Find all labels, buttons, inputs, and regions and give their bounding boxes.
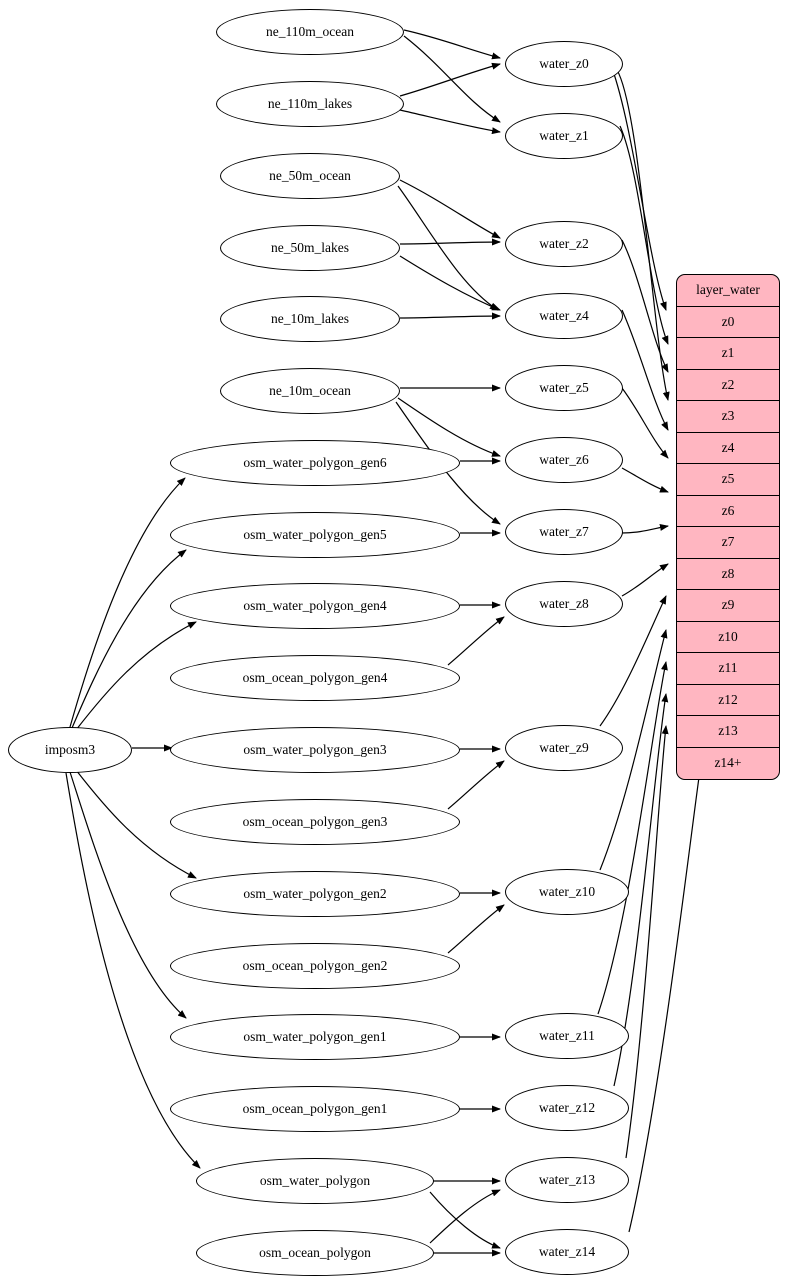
water-node-water_z10[interactable] bbox=[505, 869, 629, 915]
layer-table-header: layer_water bbox=[677, 275, 779, 307]
node-label: water_z10 bbox=[538, 884, 596, 899]
node-label: ne_10m_ocean bbox=[269, 383, 351, 398]
node-label: osm_water_polygon_gen4 bbox=[243, 598, 387, 613]
node-label: water_z0 bbox=[539, 56, 589, 71]
source-node-osm_water_polygon_gen5[interactable] bbox=[170, 512, 460, 558]
node-label: ne_10m_lakes bbox=[271, 311, 349, 326]
layer-table-row[interactable]: z11 bbox=[677, 653, 779, 685]
source-node-osm_water_polygon_gen1[interactable] bbox=[170, 1014, 460, 1060]
source-node-ne_10m_ocean[interactable] bbox=[220, 368, 400, 414]
water-node-water_z1[interactable] bbox=[505, 113, 623, 159]
source-node-osm_water_polygon_gen6[interactable] bbox=[170, 440, 460, 486]
source-node-osm_ocean_polygon_gen1[interactable] bbox=[170, 1086, 460, 1132]
node-label: imposm3 bbox=[44, 742, 96, 757]
node-label: osm_ocean_polygon bbox=[259, 1245, 371, 1260]
graph-edge bbox=[400, 256, 500, 310]
source-node-osm_water_polygon[interactable] bbox=[196, 1158, 434, 1204]
node-label: osm_water_polygon_gen5 bbox=[243, 527, 387, 542]
layer-table-row[interactable]: z2 bbox=[677, 370, 779, 402]
node-label: osm_ocean_polygon_gen3 bbox=[242, 814, 388, 829]
graph-edge bbox=[400, 64, 500, 96]
graph-edge bbox=[400, 110, 500, 132]
node-label: water_z1 bbox=[539, 128, 589, 143]
node-label: osm_water_polygon_gen3 bbox=[243, 742, 387, 757]
graph-edge bbox=[400, 242, 500, 244]
water-node-water_z9[interactable] bbox=[505, 725, 623, 771]
water-node-water_z13[interactable] bbox=[505, 1157, 629, 1203]
graph-edge bbox=[448, 905, 504, 953]
graph-edge bbox=[622, 526, 668, 533]
water-node-water_z2[interactable] bbox=[505, 221, 623, 267]
source-node-osm_water_polygon_gen2[interactable] bbox=[170, 871, 460, 917]
node-label: water_z6 bbox=[539, 452, 589, 467]
source-node-ne_110m_ocean[interactable] bbox=[216, 9, 404, 55]
layer-table-row[interactable]: z12 bbox=[677, 685, 779, 717]
graph-edge bbox=[70, 772, 186, 1018]
layer-table-row[interactable]: z14+ bbox=[714, 755, 742, 771]
node-label: ne_50m_lakes bbox=[271, 240, 349, 255]
node-label: water_z12 bbox=[538, 1100, 596, 1115]
graph-edge bbox=[430, 1192, 500, 1248]
source-node-ne_50m_ocean[interactable] bbox=[220, 153, 400, 199]
water-node-water_z11[interactable] bbox=[505, 1013, 629, 1059]
source-node-osm_ocean_polygon_gen4[interactable] bbox=[170, 655, 460, 701]
graph-edge bbox=[404, 36, 500, 122]
graph-edge bbox=[622, 388, 668, 458]
graph-edge bbox=[629, 770, 700, 1232]
source-node-ne_50m_lakes[interactable] bbox=[220, 225, 400, 271]
graph-edge bbox=[620, 126, 668, 344]
node-label: ne_110m_lakes bbox=[267, 96, 353, 111]
graph-edge bbox=[598, 662, 666, 1014]
water-node-water_z0[interactable] bbox=[505, 41, 623, 87]
layer-table-row[interactable]: z3 bbox=[677, 401, 779, 433]
node-label: water_z2 bbox=[539, 236, 589, 251]
graph-edge bbox=[622, 468, 668, 492]
graph-edge bbox=[612, 68, 666, 310]
graph-edge bbox=[617, 70, 668, 400]
graph-edge bbox=[622, 240, 668, 372]
node-label: water_z14 bbox=[538, 1244, 596, 1259]
node-label: osm_water_polygon bbox=[259, 1173, 371, 1188]
source-node-ne_10m_lakes[interactable] bbox=[220, 296, 400, 342]
graph-edge bbox=[622, 310, 668, 430]
graph-edge bbox=[448, 761, 504, 809]
root-node-imposm3[interactable] bbox=[8, 727, 132, 773]
graph-edge bbox=[72, 550, 186, 728]
graph-edge bbox=[430, 1190, 500, 1243]
node-label: water_z9 bbox=[539, 740, 589, 755]
node-label: water_z4 bbox=[539, 308, 589, 323]
layer-table-row[interactable]: z10 bbox=[677, 622, 779, 654]
water-node-water_z5[interactable] bbox=[505, 365, 623, 411]
layer-table-row[interactable]: z6 bbox=[677, 496, 779, 528]
node-label: osm_water_polygon_gen2 bbox=[243, 886, 387, 901]
graph-edge bbox=[404, 30, 500, 58]
node-label: ne_110m_ocean bbox=[266, 24, 354, 39]
layer-table-row[interactable]: z8 bbox=[677, 559, 779, 591]
node-label: osm_water_polygon_gen6 bbox=[243, 455, 387, 470]
water-node-water_z7[interactable] bbox=[505, 509, 623, 555]
source-node-osm_water_polygon_gen3[interactable] bbox=[170, 727, 460, 773]
source-node-ne_110m_lakes[interactable] bbox=[216, 81, 404, 127]
node-label: water_z8 bbox=[539, 596, 589, 611]
node-label: water_z5 bbox=[539, 380, 589, 395]
layer-table-row[interactable]: z9 bbox=[677, 590, 779, 622]
node-label: water_z11 bbox=[539, 1028, 595, 1043]
graph-edge bbox=[448, 617, 504, 665]
water-node-water_z6[interactable] bbox=[505, 437, 623, 483]
source-node-osm_water_polygon_gen4[interactable] bbox=[170, 583, 460, 629]
node-label: water_z7 bbox=[539, 524, 589, 539]
graph-edge bbox=[622, 564, 668, 596]
layer-table-row[interactable]: z7 bbox=[677, 527, 779, 559]
layer-table-row[interactable]: z13 bbox=[677, 716, 779, 748]
layer-table-row[interactable]: z1 bbox=[677, 338, 779, 370]
layer-table-row[interactable]: z5 bbox=[677, 464, 779, 496]
source-node-osm_ocean_polygon_gen3[interactable] bbox=[170, 799, 460, 845]
node-label: osm_ocean_polygon_gen2 bbox=[242, 958, 388, 973]
node-label: ne_50m_ocean bbox=[269, 168, 351, 183]
source-node-osm_ocean_polygon_gen2[interactable] bbox=[170, 943, 460, 989]
water-node-water_z4[interactable] bbox=[505, 293, 623, 339]
node-label: osm_ocean_polygon_gen4 bbox=[242, 670, 388, 685]
node-label: osm_water_polygon_gen1 bbox=[243, 1029, 387, 1044]
graph-edge bbox=[626, 726, 666, 1158]
graph-edge bbox=[400, 316, 500, 318]
layer-table-row[interactable]: z4 bbox=[677, 433, 779, 465]
water-node-water_z14[interactable] bbox=[505, 1229, 629, 1275]
layer-table-row[interactable]: z0 bbox=[677, 307, 779, 339]
node-label: water_z13 bbox=[538, 1172, 596, 1187]
source-node-osm_ocean_polygon[interactable] bbox=[196, 1230, 434, 1276]
node-label: osm_ocean_polygon_gen1 bbox=[242, 1101, 388, 1116]
graph-edge bbox=[398, 186, 498, 310]
graph-edge bbox=[70, 478, 185, 727]
water-node-water_z8[interactable] bbox=[505, 581, 623, 627]
graph-edge bbox=[400, 180, 500, 238]
layer-table-layer_water[interactable] bbox=[676, 274, 780, 780]
water-node-water_z12[interactable] bbox=[505, 1085, 629, 1131]
